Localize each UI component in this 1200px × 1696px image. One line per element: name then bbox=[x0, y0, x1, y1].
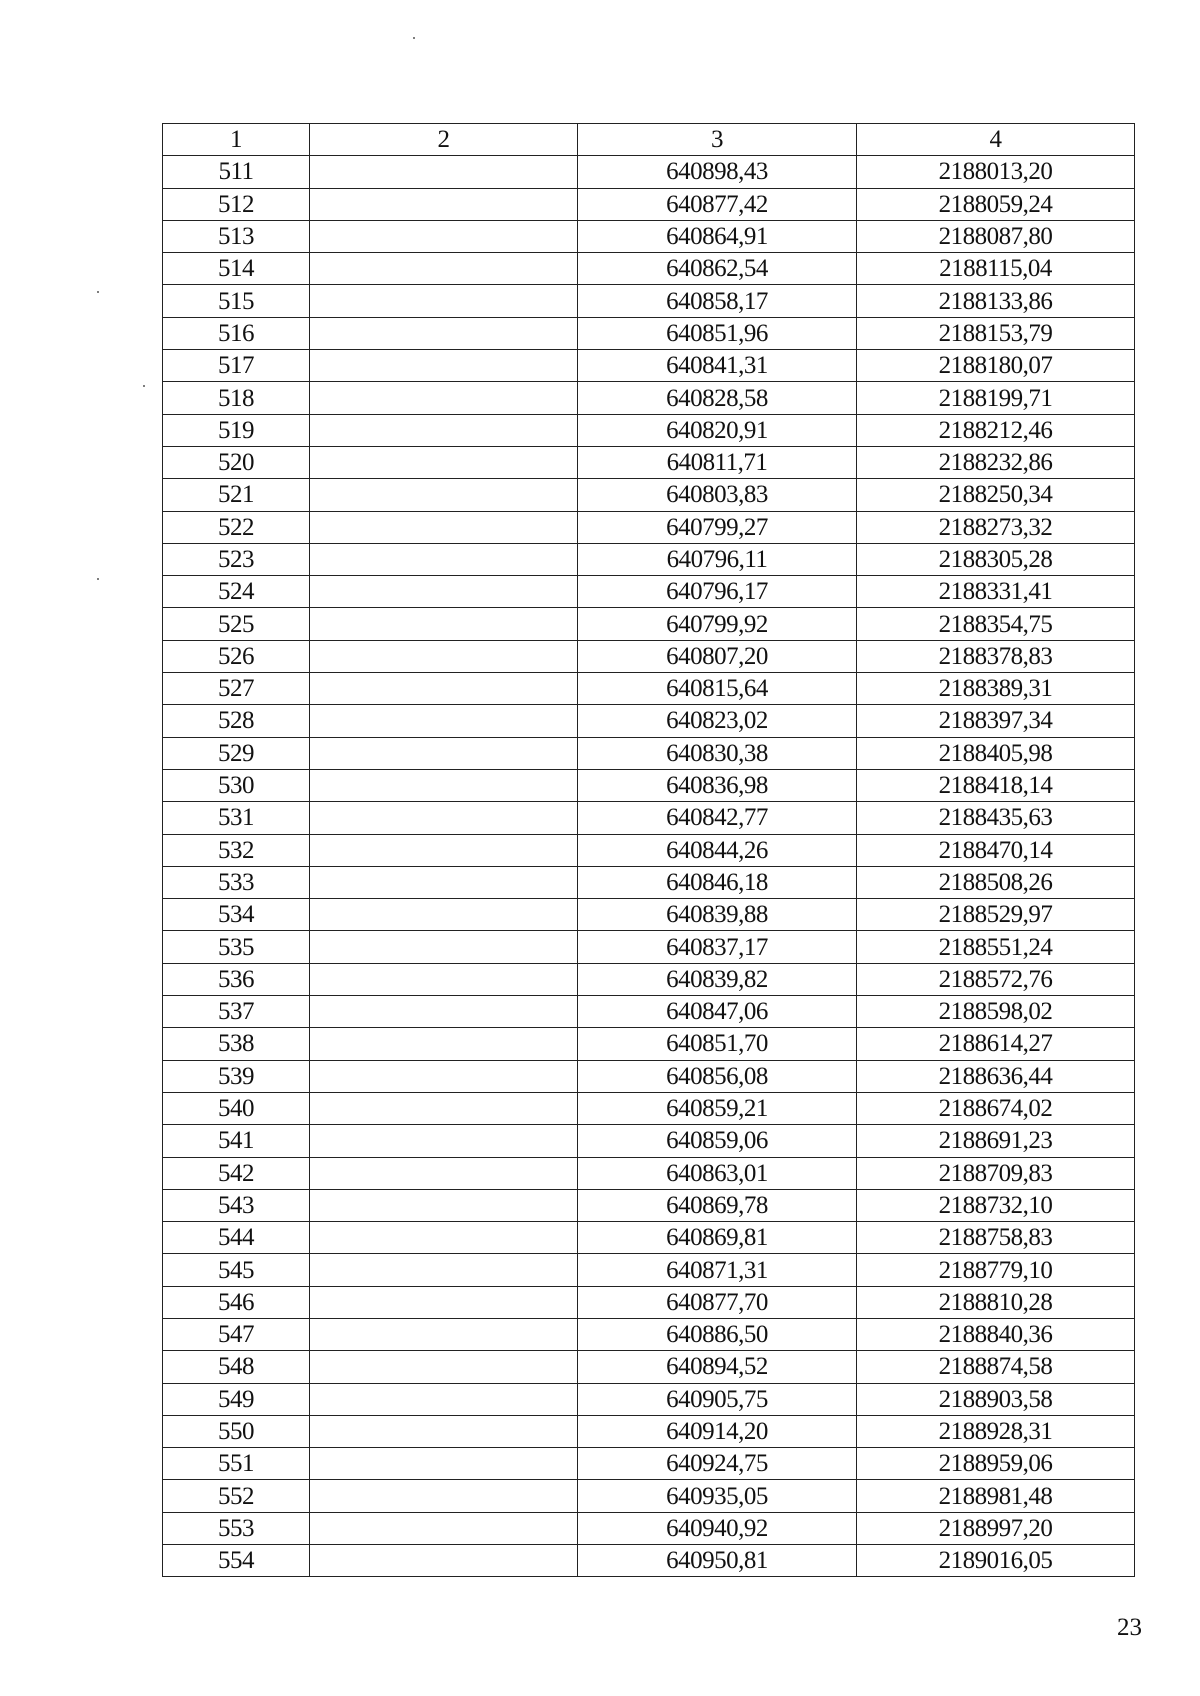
table-row bbox=[163, 156, 1135, 188]
coordinate-y-cell: 2188180,07 bbox=[857, 350, 1135, 382]
coordinate-y-cell: 2188212,46 bbox=[857, 414, 1135, 446]
description-cell bbox=[310, 1157, 578, 1189]
coordinate-y-cell: 2188013,20 bbox=[857, 156, 1135, 188]
coordinate-x-cell: 640803,83 bbox=[578, 479, 857, 511]
description-cell bbox=[310, 1383, 578, 1415]
coordinate-y-cell: 2188378,83 bbox=[857, 640, 1135, 672]
table-row bbox=[163, 446, 1135, 478]
column-header-1: 1 bbox=[163, 124, 310, 156]
coordinate-x-cell: 640869,78 bbox=[578, 1189, 857, 1221]
description-cell bbox=[310, 446, 578, 478]
coordinate-y-cell: 2188389,31 bbox=[857, 673, 1135, 705]
coordinate-x-cell: 640905,75 bbox=[578, 1383, 857, 1415]
coordinate-x-cell: 640869,81 bbox=[578, 1222, 857, 1254]
point-number-cell: 533 bbox=[163, 866, 310, 898]
point-number-cell: 512 bbox=[163, 188, 310, 220]
table-row bbox=[163, 1254, 1135, 1286]
table-header-row bbox=[163, 124, 1135, 156]
point-number-cell: 538 bbox=[163, 1028, 310, 1060]
point-number-cell: 525 bbox=[163, 608, 310, 640]
coordinates-table bbox=[162, 123, 1135, 1577]
coordinate-y-cell: 2188059,24 bbox=[857, 188, 1135, 220]
coordinate-y-cell: 2188928,31 bbox=[857, 1415, 1135, 1447]
description-cell bbox=[310, 1060, 578, 1092]
description-cell bbox=[310, 1351, 578, 1383]
coordinate-y-cell: 2189016,05 bbox=[857, 1545, 1135, 1577]
table-row bbox=[163, 996, 1135, 1028]
point-number-cell: 528 bbox=[163, 705, 310, 737]
coordinate-x-cell: 640856,08 bbox=[578, 1060, 857, 1092]
table-row bbox=[163, 866, 1135, 898]
point-number-cell: 548 bbox=[163, 1351, 310, 1383]
coordinate-y-cell: 2188551,24 bbox=[857, 931, 1135, 963]
coordinate-y-cell: 2188397,34 bbox=[857, 705, 1135, 737]
coordinate-y-cell: 2188199,71 bbox=[857, 382, 1135, 414]
table-row bbox=[163, 414, 1135, 446]
coordinate-x-cell: 640877,42 bbox=[578, 188, 857, 220]
description-cell bbox=[310, 576, 578, 608]
coordinate-x-cell: 640836,98 bbox=[578, 769, 857, 801]
table-row bbox=[163, 1448, 1135, 1480]
column-header-4: 4 bbox=[857, 124, 1135, 156]
description-cell bbox=[310, 543, 578, 575]
coordinate-y-cell: 2188435,63 bbox=[857, 802, 1135, 834]
point-number-cell: 536 bbox=[163, 963, 310, 995]
description-cell bbox=[310, 220, 578, 252]
point-number-cell: 552 bbox=[163, 1480, 310, 1512]
coordinate-x-cell: 640871,31 bbox=[578, 1254, 857, 1286]
table-row bbox=[163, 1512, 1135, 1544]
point-number-cell: 523 bbox=[163, 543, 310, 575]
coordinate-y-cell: 2188273,32 bbox=[857, 511, 1135, 543]
coordinate-x-cell: 640863,01 bbox=[578, 1157, 857, 1189]
point-number-cell: 551 bbox=[163, 1448, 310, 1480]
coordinate-y-cell: 2188691,23 bbox=[857, 1125, 1135, 1157]
coordinate-x-cell: 640799,27 bbox=[578, 511, 857, 543]
table-row bbox=[163, 188, 1135, 220]
point-number-cell: 521 bbox=[163, 479, 310, 511]
scan-speck bbox=[97, 291, 99, 293]
coordinate-y-cell: 2188354,75 bbox=[857, 608, 1135, 640]
description-cell bbox=[310, 156, 578, 188]
coordinate-x-cell: 640844,26 bbox=[578, 834, 857, 866]
description-cell bbox=[310, 1028, 578, 1060]
point-number-cell: 537 bbox=[163, 996, 310, 1028]
coordinate-x-cell: 640862,54 bbox=[578, 253, 857, 285]
description-cell bbox=[310, 802, 578, 834]
coordinate-x-cell: 640859,06 bbox=[578, 1125, 857, 1157]
table-row bbox=[163, 1351, 1135, 1383]
description-cell bbox=[310, 1286, 578, 1318]
coordinate-x-cell: 640886,50 bbox=[578, 1318, 857, 1350]
description-cell bbox=[310, 996, 578, 1028]
description-cell bbox=[310, 705, 578, 737]
point-number-cell: 534 bbox=[163, 899, 310, 931]
description-cell bbox=[310, 963, 578, 995]
table-row bbox=[163, 705, 1135, 737]
table-row bbox=[163, 1189, 1135, 1221]
description-cell bbox=[310, 479, 578, 511]
point-number-cell: 531 bbox=[163, 802, 310, 834]
description-cell bbox=[310, 737, 578, 769]
table-row bbox=[163, 834, 1135, 866]
coordinate-x-cell: 640839,82 bbox=[578, 963, 857, 995]
point-number-cell: 527 bbox=[163, 673, 310, 705]
coordinate-x-cell: 640815,64 bbox=[578, 673, 857, 705]
description-cell bbox=[310, 253, 578, 285]
coordinate-y-cell: 2188779,10 bbox=[857, 1254, 1135, 1286]
description-cell bbox=[310, 1189, 578, 1221]
coordinate-y-cell: 2188810,28 bbox=[857, 1286, 1135, 1318]
description-cell bbox=[310, 769, 578, 801]
coordinate-x-cell: 640807,20 bbox=[578, 640, 857, 672]
table-row bbox=[163, 1415, 1135, 1447]
coordinate-x-cell: 640935,05 bbox=[578, 1480, 857, 1512]
point-number-cell: 539 bbox=[163, 1060, 310, 1092]
coordinate-x-cell: 640796,11 bbox=[578, 543, 857, 575]
description-cell bbox=[310, 834, 578, 866]
point-number-cell: 542 bbox=[163, 1157, 310, 1189]
table-row bbox=[163, 1125, 1135, 1157]
table-row bbox=[163, 1480, 1135, 1512]
coordinate-y-cell: 2188614,27 bbox=[857, 1028, 1135, 1060]
description-cell bbox=[310, 188, 578, 220]
point-number-cell: 529 bbox=[163, 737, 310, 769]
description-cell bbox=[310, 1415, 578, 1447]
point-number-cell: 518 bbox=[163, 382, 310, 414]
coordinate-y-cell: 2188508,26 bbox=[857, 866, 1135, 898]
coordinate-y-cell: 2188470,14 bbox=[857, 834, 1135, 866]
point-number-cell: 554 bbox=[163, 1545, 310, 1577]
table-row bbox=[163, 1383, 1135, 1415]
table-row bbox=[163, 382, 1135, 414]
page-number: 23 bbox=[1117, 1614, 1142, 1641]
table-row bbox=[163, 253, 1135, 285]
point-number-cell: 519 bbox=[163, 414, 310, 446]
description-cell bbox=[310, 640, 578, 672]
coordinate-x-cell: 640820,91 bbox=[578, 414, 857, 446]
table-row bbox=[163, 1092, 1135, 1124]
table-row bbox=[163, 317, 1135, 349]
point-number-cell: 543 bbox=[163, 1189, 310, 1221]
coordinate-y-cell: 2188153,79 bbox=[857, 317, 1135, 349]
coordinate-x-cell: 640914,20 bbox=[578, 1415, 857, 1447]
description-cell bbox=[310, 1125, 578, 1157]
table-row bbox=[163, 802, 1135, 834]
description-cell bbox=[310, 382, 578, 414]
coordinate-x-cell: 640898,43 bbox=[578, 156, 857, 188]
table-row bbox=[163, 543, 1135, 575]
description-cell bbox=[310, 866, 578, 898]
description-cell bbox=[310, 1512, 578, 1544]
coordinate-y-cell: 2188674,02 bbox=[857, 1092, 1135, 1124]
coordinate-x-cell: 640859,21 bbox=[578, 1092, 857, 1124]
table-row bbox=[163, 1318, 1135, 1350]
description-cell bbox=[310, 673, 578, 705]
point-number-cell: 545 bbox=[163, 1254, 310, 1286]
coordinate-x-cell: 640799,92 bbox=[578, 608, 857, 640]
table-row bbox=[163, 1028, 1135, 1060]
coordinate-x-cell: 640894,52 bbox=[578, 1351, 857, 1383]
coordinate-y-cell: 2188959,06 bbox=[857, 1448, 1135, 1480]
point-number-cell: 511 bbox=[163, 156, 310, 188]
coordinate-x-cell: 640842,77 bbox=[578, 802, 857, 834]
table-row bbox=[163, 931, 1135, 963]
coordinate-y-cell: 2188087,80 bbox=[857, 220, 1135, 252]
coordinate-x-cell: 640877,70 bbox=[578, 1286, 857, 1318]
column-header-3: 3 bbox=[578, 124, 857, 156]
coordinate-x-cell: 640851,70 bbox=[578, 1028, 857, 1060]
description-cell bbox=[310, 414, 578, 446]
description-cell bbox=[310, 511, 578, 543]
table-row bbox=[163, 673, 1135, 705]
coordinate-x-cell: 640864,91 bbox=[578, 220, 857, 252]
table-row bbox=[163, 1286, 1135, 1318]
point-number-cell: 526 bbox=[163, 640, 310, 672]
coordinate-x-cell: 640924,75 bbox=[578, 1448, 857, 1480]
description-cell bbox=[310, 1448, 578, 1480]
description-cell bbox=[310, 1545, 578, 1577]
point-number-cell: 544 bbox=[163, 1222, 310, 1254]
scan-speck bbox=[413, 37, 415, 39]
coordinate-y-cell: 2188250,34 bbox=[857, 479, 1135, 511]
point-number-cell: 522 bbox=[163, 511, 310, 543]
scan-speck bbox=[97, 578, 99, 580]
coordinate-x-cell: 640940,92 bbox=[578, 1512, 857, 1544]
coordinate-y-cell: 2188305,28 bbox=[857, 543, 1135, 575]
coordinate-x-cell: 640837,17 bbox=[578, 931, 857, 963]
coordinate-x-cell: 640851,96 bbox=[578, 317, 857, 349]
scan-speck bbox=[143, 385, 145, 387]
coordinate-y-cell: 2188418,14 bbox=[857, 769, 1135, 801]
coordinate-y-cell: 2188709,83 bbox=[857, 1157, 1135, 1189]
coordinate-y-cell: 2188405,98 bbox=[857, 737, 1135, 769]
description-cell bbox=[310, 317, 578, 349]
coordinate-x-cell: 640839,88 bbox=[578, 899, 857, 931]
table-row bbox=[163, 769, 1135, 801]
point-number-cell: 516 bbox=[163, 317, 310, 349]
coordinate-y-cell: 2188331,41 bbox=[857, 576, 1135, 608]
coordinate-y-cell: 2188981,48 bbox=[857, 1480, 1135, 1512]
point-number-cell: 547 bbox=[163, 1318, 310, 1350]
coordinate-y-cell: 2188840,36 bbox=[857, 1318, 1135, 1350]
coordinate-y-cell: 2188732,10 bbox=[857, 1189, 1135, 1221]
point-number-cell: 532 bbox=[163, 834, 310, 866]
table-row bbox=[163, 479, 1135, 511]
coordinate-y-cell: 2188997,20 bbox=[857, 1512, 1135, 1544]
description-cell bbox=[310, 1092, 578, 1124]
point-number-cell: 520 bbox=[163, 446, 310, 478]
description-cell bbox=[310, 608, 578, 640]
coordinate-x-cell: 640950,81 bbox=[578, 1545, 857, 1577]
description-cell bbox=[310, 1222, 578, 1254]
coordinate-x-cell: 640830,38 bbox=[578, 737, 857, 769]
description-cell bbox=[310, 1254, 578, 1286]
coordinate-x-cell: 640828,58 bbox=[578, 382, 857, 414]
description-cell bbox=[310, 285, 578, 317]
table-row bbox=[163, 350, 1135, 382]
coordinate-y-cell: 2188636,44 bbox=[857, 1060, 1135, 1092]
point-number-cell: 514 bbox=[163, 253, 310, 285]
point-number-cell: 530 bbox=[163, 769, 310, 801]
coordinate-x-cell: 640858,17 bbox=[578, 285, 857, 317]
description-cell bbox=[310, 899, 578, 931]
point-number-cell: 513 bbox=[163, 220, 310, 252]
table-body bbox=[163, 156, 1135, 1577]
coordinate-x-cell: 640811,71 bbox=[578, 446, 857, 478]
table-row bbox=[163, 1157, 1135, 1189]
column-header-2: 2 bbox=[310, 124, 578, 156]
table-row bbox=[163, 1545, 1135, 1577]
table-row bbox=[163, 608, 1135, 640]
coordinate-y-cell: 2188758,83 bbox=[857, 1222, 1135, 1254]
description-cell bbox=[310, 931, 578, 963]
table-row bbox=[163, 220, 1135, 252]
description-cell bbox=[310, 1480, 578, 1512]
table-row bbox=[163, 1060, 1135, 1092]
table-row bbox=[163, 285, 1135, 317]
point-number-cell: 546 bbox=[163, 1286, 310, 1318]
coordinate-y-cell: 2188133,86 bbox=[857, 285, 1135, 317]
table-row bbox=[163, 899, 1135, 931]
table-row bbox=[163, 737, 1135, 769]
point-number-cell: 549 bbox=[163, 1383, 310, 1415]
coordinate-x-cell: 640841,31 bbox=[578, 350, 857, 382]
coordinate-y-cell: 2188232,86 bbox=[857, 446, 1135, 478]
table-row bbox=[163, 1222, 1135, 1254]
table-row bbox=[163, 576, 1135, 608]
coordinate-y-cell: 2188529,97 bbox=[857, 899, 1135, 931]
point-number-cell: 541 bbox=[163, 1125, 310, 1157]
description-cell bbox=[310, 350, 578, 382]
coordinate-y-cell: 2188874,58 bbox=[857, 1351, 1135, 1383]
table-row bbox=[163, 511, 1135, 543]
point-number-cell: 540 bbox=[163, 1092, 310, 1124]
coordinate-x-cell: 640846,18 bbox=[578, 866, 857, 898]
coordinate-x-cell: 640796,17 bbox=[578, 576, 857, 608]
point-number-cell: 515 bbox=[163, 285, 310, 317]
coordinate-x-cell: 640847,06 bbox=[578, 996, 857, 1028]
coordinate-y-cell: 2188572,76 bbox=[857, 963, 1135, 995]
point-number-cell: 535 bbox=[163, 931, 310, 963]
point-number-cell: 517 bbox=[163, 350, 310, 382]
coordinate-y-cell: 2188903,58 bbox=[857, 1383, 1135, 1415]
coordinate-x-cell: 640823,02 bbox=[578, 705, 857, 737]
table-row bbox=[163, 963, 1135, 995]
description-cell bbox=[310, 1318, 578, 1350]
coordinate-y-cell: 2188115,04 bbox=[857, 253, 1135, 285]
table-row bbox=[163, 640, 1135, 672]
coordinate-y-cell: 2188598,02 bbox=[857, 996, 1135, 1028]
point-number-cell: 553 bbox=[163, 1512, 310, 1544]
point-number-cell: 524 bbox=[163, 576, 310, 608]
point-number-cell: 550 bbox=[163, 1415, 310, 1447]
